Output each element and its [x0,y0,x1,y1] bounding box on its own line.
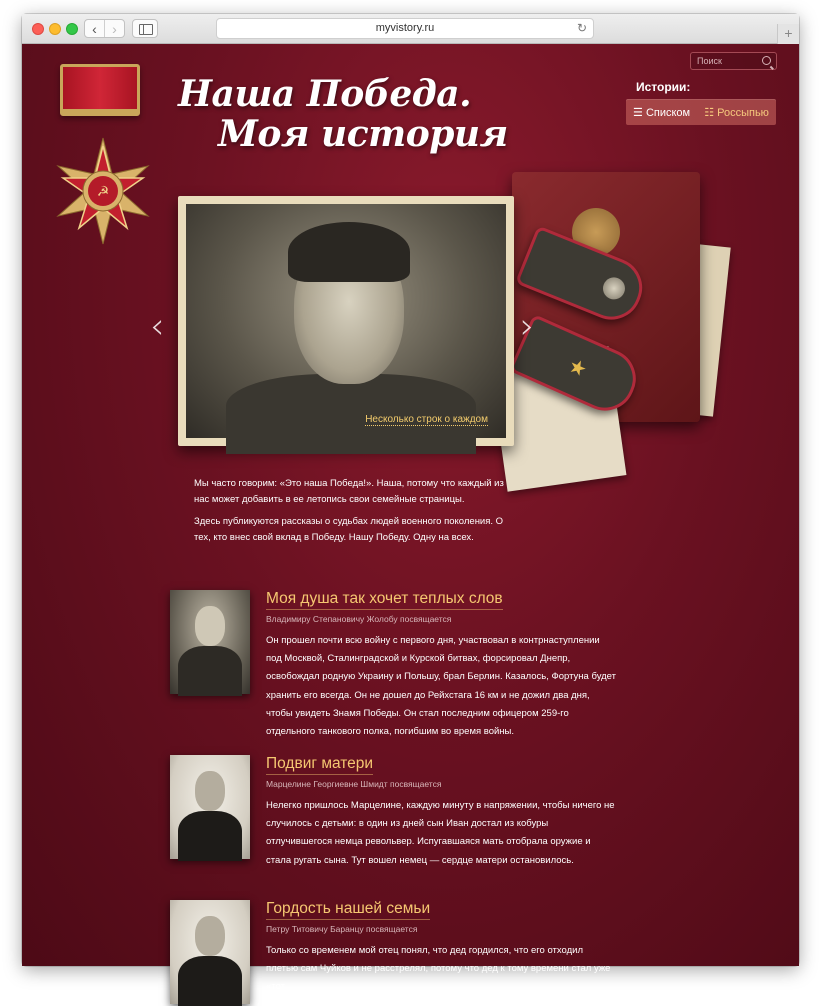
browser-titlebar [22,14,799,44]
address-bar[interactable] [216,18,594,39]
history-nav [84,19,125,38]
hero-photo[interactable] [178,196,514,446]
story-title-link[interactable]: Подвиг матери [266,755,373,775]
url-text: myvistory.ru [375,22,435,34]
intro-paragraph: Мы часто говорим: «Это наша Победа!». Наша, потому что каждый из нас может добавить в ее летопись свои семейные страницы. [194,478,504,505]
story-dedication: Петру Титовичу Баранцу посвящается [266,924,418,934]
story-title-link[interactable]: Гордость нашей семьи [266,900,430,920]
story-dedication: Марцелине Георгиевне Шмидт посвящается [266,779,442,789]
intro-text [194,476,504,546]
logo-line-1: Наша Победа. [178,73,472,115]
star-icon: ★ [564,354,591,383]
page-content [22,44,799,993]
search-placeholder: Поиск [697,56,722,66]
view-list-button[interactable]: ☰ Списком [633,106,691,119]
back-button[interactable]: ‹ [92,20,97,37]
story-title-link[interactable]: Моя душа так хочет теплых слов [266,590,503,610]
intro-paragraph: Здесь публикуются рассказы о судьбах людей военного поколения. О тех, кто внес свой вклад в Победу. Нашу Победу. Одну на всех. [194,516,504,543]
search-icon[interactable] [762,56,771,65]
next-arrow-icon[interactable]: › [520,306,535,347]
story-photo[interactable] [170,900,250,1004]
view-scatter-button[interactable]: ☷ Россыпью [704,106,769,119]
logo-line-2: Моя история [218,113,508,155]
story-item [170,755,630,875]
stories-label: Истории: [636,80,691,94]
hero-caption-link[interactable]: Несколько строк о каждом [365,414,488,425]
story-item [170,590,630,738]
story-photo[interactable] [170,590,250,694]
close-window-button[interactable] [32,23,44,35]
zoom-window-button[interactable] [66,23,78,35]
order-medal-image [48,64,158,244]
story-text: Он прошел почти всю войну с первого дня, участвовал в контрнаступлении под Москвой, Сталинградской и Курской битвах, форсировал Днепр, освобождал родную Украину и Польшу, брал Берлин. Казалось, Фортуна будет хранить его всегда. Он не дошел до Рейхстага 16 км и не дожил два дня, чтобы увидеть Знамя Победы. Он стал последним офицером 259-го отдельного танкового полка, погибшим во время войны. [266,635,617,738]
forward-button[interactable]: › [104,20,124,37]
story-text: Нелегко пришлось Марцелине, каждую минуту в напряжении, чтобы ничего не случилось с детьми: в один из дней сын Иван достал из кобуры отлучившегося немца револьвер. Испугавшаяся мать отобрала оружие и стала ругать сына. Тут вошел немец — сердце матери остановилось. [266,800,615,866]
new-tab-button[interactable]: + [777,24,799,44]
svg-text:☭: ☭ [96,184,110,200]
search-input[interactable] [690,52,777,70]
sidebar-toggle-button[interactable] [132,19,158,38]
medal-ribbon [60,64,140,116]
strap-button-icon [600,274,629,303]
minimize-window-button[interactable] [49,23,61,35]
story-dedication: Владимиру Степановичу Жолобу посвящается [266,614,452,624]
view-switch [626,99,776,125]
story-item [170,900,630,993]
reload-icon[interactable]: ↻ [576,21,587,35]
portrait-hair [288,222,410,282]
hero-portrait [186,204,506,438]
site-logo[interactable] [178,74,508,154]
story-photo[interactable] [170,755,250,859]
medal-star-icon [48,136,158,246]
story-text: Только со временем мой отец понял, что дед гордился, что его отходил плетью сам Чуйков и не расстрелял, потому что дед к тому времени стал уже «тот [266,945,611,993]
browser-window [22,14,799,993]
prev-arrow-icon[interactable]: ‹ [150,306,165,347]
